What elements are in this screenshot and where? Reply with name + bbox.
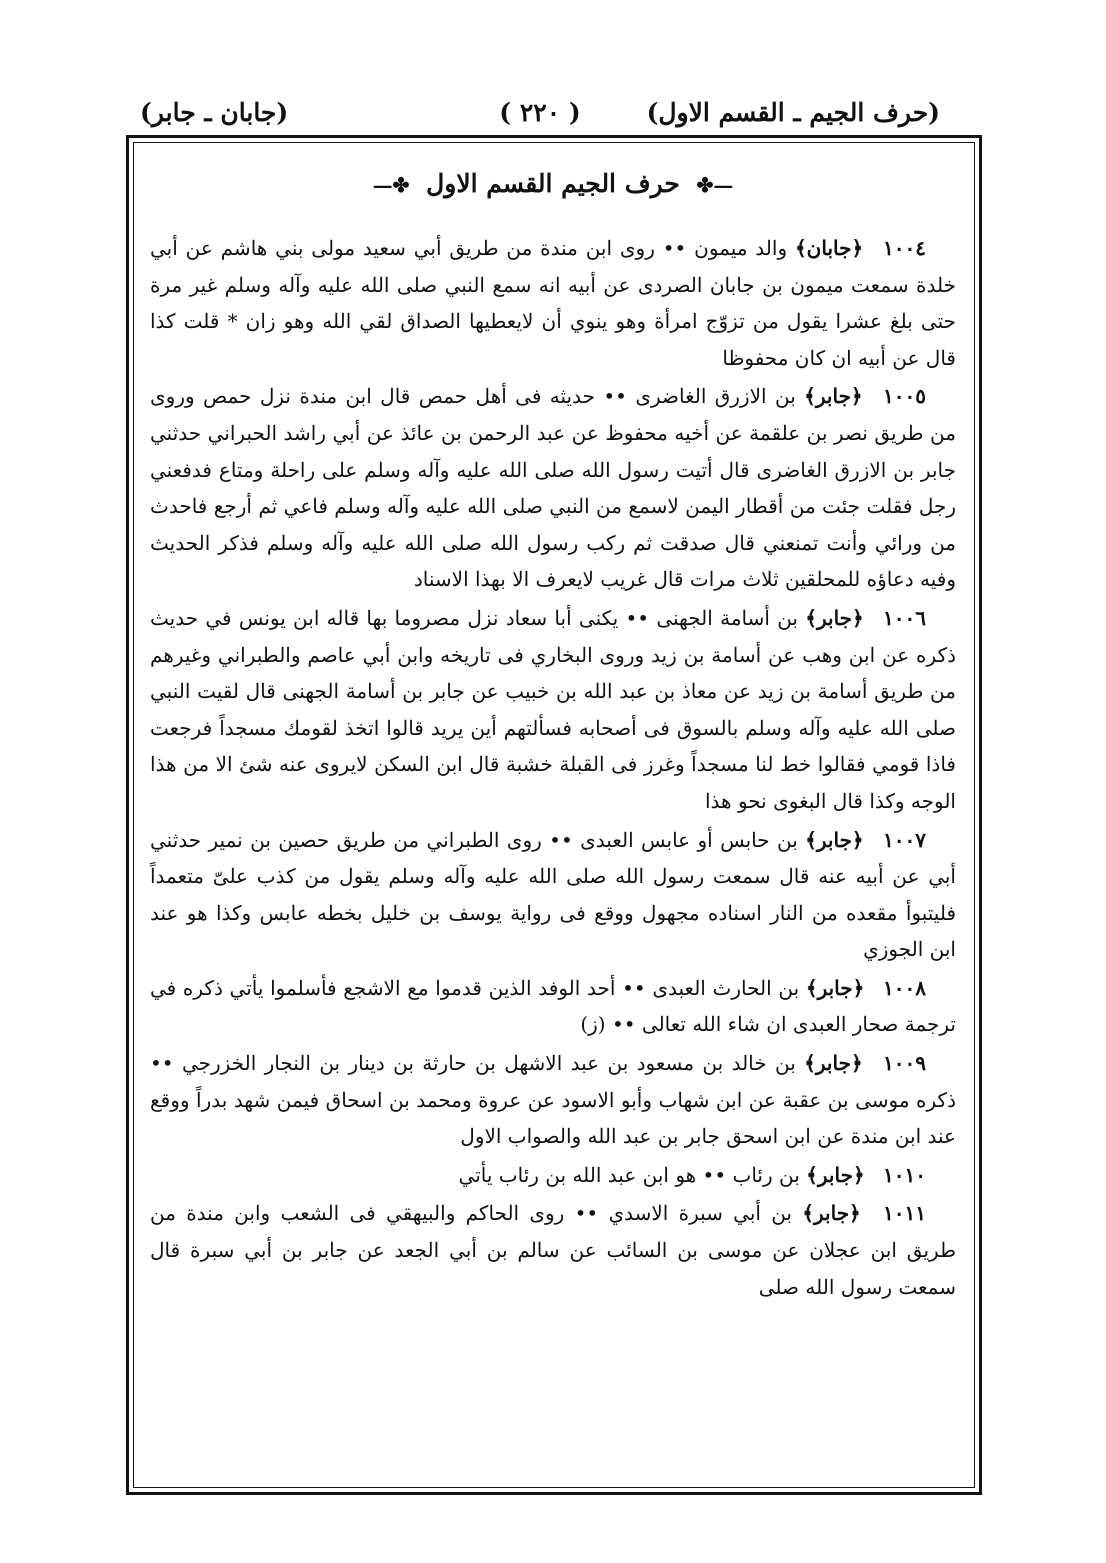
entry-name: ﴿جابر﴾ (804, 384, 863, 409)
entry-name: ﴿جابر﴾ (804, 1051, 863, 1076)
entry-text: بن الحارث العبدى •• أحد الوفد الذين قدموا مع الاشجع فأسلموا يأتي ذكره في ترجمة صحار العبدى ان شاء الله تعالى •• (ز) (150, 975, 956, 1037)
entry-1004 (150, 230, 956, 376)
page-content (150, 160, 956, 1480)
running-head (140, 92, 940, 140)
entry-text: بن رئاب •• هو ابن عبد الله بن رئاب يأتي (458, 1162, 800, 1187)
entry-text: بن حابس أو عابس العبدى •• روى الطبراني من طريق حصين بن نمير حدثني أبي عن أبيه عنه قال سمعت رسول الله صلى الله عليه وآله وسلم يقول من كذب علىّ متعمداً فليتبوأ مقعده من النار اسناده مجهول ووقع فى رواية يوسف بن خليل بخطه عابس وكذا هو عند ابن الجوزي (150, 827, 956, 962)
entry-text: بن أسامة الجهنى •• يكنى أبا سعاد نزل مصروما بها قاله ابن يونس في حديث ذكره عن ابن وهب عن أسامة بن زيد وروى البخاري فى تاريخه وابن أبي عاصم والطبراني وغيرهم من طريق أسامة بن زيد عن معاذ بن عبد الله بن خبيب عن جابر بن أسامة الجهنى قال لقيت النبي صلى الله عليه وآله وسلم بالسوق فى أصحابه فسألتهم أين يريد قالوا اتخذ لقومك مسجداً فرجعت فاذا قومي فقالوا خط لنا مسجداً وغرز فى القبلة خشبة قال ابن السكن لايروى عنه شئ الا من هذا الوجه وكذا قال البغوى نحو هذا (150, 605, 956, 813)
entry-name: ﴿جابر﴾ (806, 1162, 865, 1187)
running-head-entries: (جابان ـ جابر) (140, 98, 289, 127)
page-number: ( ٢٢٠ ) (499, 98, 581, 127)
section-heading (150, 160, 956, 208)
entry-1009 (150, 1045, 956, 1155)
entry-number: ١٠٠٩ (883, 1051, 927, 1076)
entry-number: ١٠٠٧ (883, 827, 927, 852)
entry-number: ١٠١١ (883, 1201, 927, 1226)
entry-1011 (150, 1195, 956, 1305)
entry-number: ١٠٠٥ (883, 384, 927, 409)
entry-1005 (150, 378, 956, 598)
entry-number: ١٠٠٦ (883, 605, 926, 630)
entry-1007 (150, 822, 956, 968)
entry-text: بن الازرق الغاضرى •• حديثه فى أهل حمص قال ابن مندة نزل حمص وروى من طريق نصر بن علقمة عن أخيه محفوظ عن عبد الرحمن بن عائذ عن أبي راشد الحبراني حدثني جابر بن الازرق الغاضرى قال أتيت رسول الله صلى الله عليه وآله وسلم على راحلة ومتاع فدفعني رجل فقلت جئت من أقطار اليمن لاسمع من النبي صلى الله عليه وآله وسلم فاعي ثم أرجع فاحدث من ورائي وأنت تمنعني قال صدقت ثم ركب رسول الله صلى الله عليه وآله وسلم فذكر الحديث وفيه دعاؤه للمحلقين ثلاث مرات قال غريب لايعرف الا بهذا الاسناد (150, 384, 956, 592)
entry-name: ﴿جابر﴾ (805, 605, 864, 630)
ornament-left: ✤— (372, 173, 410, 197)
entry-name: ﴿جابر﴾ (805, 975, 865, 1000)
entry-1008 (150, 970, 956, 1043)
entry-name: ﴿جابان﴾ (794, 236, 864, 260)
running-head-section: (حرف الجيم ـ القسم الاول) (646, 98, 940, 127)
ornament-right: —✤ (696, 173, 734, 197)
entry-text: والد ميمون •• روى ابن مندة من طريق أبي سعيد مولى بني هاشم عن أبي خلدة سمعت ميمون بن جابان الصردى عن أبيه انه سمع النبي صلى الله عليه وآله وسلم غير مرة حتى بلغ عشرا يقول من تزوّج امرأة وهو ينوي أن لايعطيها الصداق لقي الله وهو زان * قلت كذا قال عن أبيه ان كان محفوظا (150, 236, 956, 370)
entry-text: بن أبي سبرة الاسدي •• روى الحاكم والبيهقي فى الشعب وابن مندة من طريق ابن عجلان عن موسى بن السائب عن سالم بن أبي الجعد عن جابر بن أبي سبرة قال سمعت رسول الله صلى (150, 1201, 956, 1299)
entry-name: ﴿جابر﴾ (802, 1201, 861, 1226)
entry-number: ١٠٠٤ (883, 236, 927, 260)
entry-name: ﴿جابر﴾ (805, 827, 864, 852)
section-title: حرف الجيم القسم الاول (426, 169, 680, 198)
entry-number: ١٠١٠ (883, 1162, 926, 1187)
entry-1006 (150, 600, 956, 820)
entry-text: بن خالد بن مسعود بن عبد الاشهل بن حارثة بن دينار بن النجار الخزرجي •• ذكره موسى بن عقبة عن ابن شهاب وأبو الاسود عن عروة ومحمد بن اسحاق فيمن شهد بدراً ووقع عند ابن مندة عن ابن اسحق جابر بن عبد الله والصواب الاول (150, 1051, 956, 1149)
entry-number: ١٠٠٨ (883, 975, 926, 1000)
entry-1010 (150, 1157, 956, 1194)
